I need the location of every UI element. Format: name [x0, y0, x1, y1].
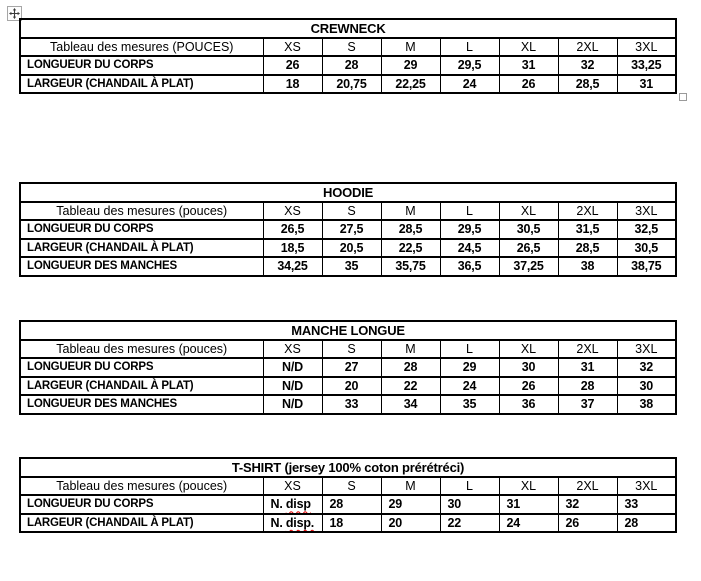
size-header-3xl[interactable]: 3XL: [617, 38, 676, 57]
row-label-cell[interactable]: LONGUEUR DU CORPS: [20, 220, 263, 239]
value-cell[interactable]: 29,5: [440, 56, 499, 75]
value-cell[interactable]: 30: [499, 358, 558, 377]
measures-label-header[interactable]: Tableau des mesures (pouces): [20, 477, 263, 496]
value-cell[interactable]: 32: [558, 495, 617, 514]
value-cell[interactable]: 18: [263, 75, 322, 94]
size-header-2xl[interactable]: 2XL: [558, 202, 617, 221]
value-cell[interactable]: 24: [499, 514, 558, 533]
size-header-xl[interactable]: XL: [499, 340, 558, 359]
value-cell[interactable]: 33,25: [617, 56, 676, 75]
table-row: [20, 395, 676, 414]
table-resize-handle[interactable]: [679, 93, 687, 101]
size-header-l[interactable]: L: [440, 202, 499, 221]
value-cell[interactable]: 20: [381, 514, 440, 533]
value-cell[interactable]: 29: [440, 358, 499, 377]
value-cell[interactable]: 31,5: [558, 220, 617, 239]
size-header-xl[interactable]: XL: [499, 38, 558, 57]
value-cell[interactable]: 22,5: [381, 239, 440, 258]
value-cell[interactable]: 28: [381, 358, 440, 377]
measures-label-header[interactable]: Tableau des mesures (POUCES): [20, 38, 263, 57]
value-cell[interactable]: 35: [440, 395, 499, 414]
size-header-s[interactable]: S: [322, 202, 381, 221]
value-cell[interactable]: 26: [499, 75, 558, 94]
value-cell[interactable]: [263, 514, 322, 533]
size-header-3xl[interactable]: 3XL: [617, 477, 676, 496]
size-header-3xl[interactable]: 3XL: [617, 202, 676, 221]
value-cell[interactable]: 37,25: [499, 257, 558, 276]
row-label-cell[interactable]: LARGEUR (CHANDAIL À PLAT): [20, 514, 263, 533]
size-header-l[interactable]: L: [440, 477, 499, 496]
value-cell[interactable]: 36,5: [440, 257, 499, 276]
value-cell[interactable]: 32,5: [617, 220, 676, 239]
value-cell[interactable]: 35: [322, 257, 381, 276]
value-cell[interactable]: 28: [322, 495, 381, 514]
value-cell[interactable]: 37: [558, 395, 617, 414]
value-cell[interactable]: 33: [322, 395, 381, 414]
value-cell[interactable]: 27,5: [322, 220, 381, 239]
value-cell[interactable]: 24: [440, 75, 499, 94]
hoodie-table: [19, 182, 677, 277]
crewneck-table: [19, 18, 677, 94]
value-cell[interactable]: 32: [558, 56, 617, 75]
value-cell[interactable]: 31: [558, 358, 617, 377]
table-row: [20, 220, 676, 239]
cell-text: N.: [270, 515, 286, 530]
size-header-xl[interactable]: XL: [499, 202, 558, 221]
value-cell[interactable]: 18,5: [263, 239, 322, 258]
row-label-cell[interactable]: LARGEUR (CHANDAIL À PLAT): [20, 377, 263, 396]
row-label-cell[interactable]: LONGUEUR DU CORPS: [20, 495, 263, 514]
value-cell[interactable]: 28,5: [558, 239, 617, 258]
table-row: [20, 514, 676, 533]
value-cell[interactable]: 20,5: [322, 239, 381, 258]
value-cell[interactable]: 26,5: [499, 239, 558, 258]
size-header-xs[interactable]: XS: [263, 202, 322, 221]
table-row: [20, 377, 676, 396]
value-cell[interactable]: 36: [499, 395, 558, 414]
size-header-xs[interactable]: XS: [263, 477, 322, 496]
value-cell[interactable]: 30,5: [499, 220, 558, 239]
value-cell[interactable]: 30: [617, 377, 676, 396]
size-header-m[interactable]: M: [381, 340, 440, 359]
value-cell[interactable]: 31: [617, 75, 676, 94]
value-cell[interactable]: 20: [322, 377, 381, 396]
table-title-cell[interactable]: MANCHE LONGUE: [20, 321, 676, 340]
table-row: [20, 495, 676, 514]
value-cell[interactable]: 24: [440, 377, 499, 396]
value-cell[interactable]: 22: [440, 514, 499, 533]
cell-text: N.: [270, 497, 286, 512]
size-header-xs[interactable]: XS: [263, 340, 322, 359]
table-row: [20, 257, 676, 276]
value-cell[interactable]: 31: [499, 495, 558, 514]
value-cell[interactable]: 34: [381, 395, 440, 414]
value-cell[interactable]: 22: [381, 377, 440, 396]
value-cell[interactable]: 38,75: [617, 257, 676, 276]
row-label-cell[interactable]: LONGUEUR DES MANCHES: [20, 395, 263, 414]
value-cell[interactable]: 30: [440, 495, 499, 514]
table-row: [20, 358, 676, 377]
row-label-cell[interactable]: LONGUEUR DES MANCHES: [20, 257, 263, 276]
size-header-m[interactable]: M: [381, 202, 440, 221]
manche-longue-table: [19, 320, 677, 415]
tshirt-table: [19, 457, 677, 533]
table-row: [20, 56, 676, 75]
value-cell[interactable]: 38: [617, 395, 676, 414]
value-cell[interactable]: 28: [617, 514, 676, 533]
value-cell[interactable]: 27: [322, 358, 381, 377]
value-cell[interactable]: 29,5: [440, 220, 499, 239]
value-cell[interactable]: 31: [499, 56, 558, 75]
value-cell[interactable]: [263, 495, 322, 514]
size-header-2xl[interactable]: 2XL: [558, 38, 617, 57]
row-label-cell[interactable]: LARGEUR (CHANDAIL À PLAT): [20, 239, 263, 258]
row-label-cell[interactable]: LONGUEUR DU CORPS: [20, 56, 263, 75]
table-title-cell[interactable]: T-SHIRT (jersey 100% coton prérétréci): [20, 458, 676, 477]
size-header-l[interactable]: L: [440, 340, 499, 359]
table-title-cell[interactable]: HOODIE: [20, 183, 676, 202]
value-cell[interactable]: 22,25: [381, 75, 440, 94]
value-cell[interactable]: N/D: [263, 377, 322, 396]
size-header-s[interactable]: S: [322, 340, 381, 359]
value-cell[interactable]: 35,75: [381, 257, 440, 276]
row-label-cell[interactable]: LARGEUR (CHANDAIL À PLAT): [20, 75, 263, 94]
value-cell[interactable]: 28: [558, 377, 617, 396]
measures-label-header[interactable]: Tableau des mesures (pouces): [20, 202, 263, 221]
value-cell[interactable]: 30,5: [617, 239, 676, 258]
value-cell[interactable]: 34,25: [263, 257, 322, 276]
measures-label-header[interactable]: Tableau des mesures (pouces): [20, 340, 263, 359]
size-header-m[interactable]: M: [381, 38, 440, 57]
value-cell[interactable]: 20,75: [322, 75, 381, 94]
size-header-xs[interactable]: XS: [263, 38, 322, 57]
size-header-2xl[interactable]: 2XL: [558, 340, 617, 359]
size-header-s[interactable]: S: [322, 38, 381, 57]
value-cell[interactable]: 38: [558, 257, 617, 276]
table-title-cell[interactable]: CREWNECK: [20, 19, 676, 38]
size-header-l[interactable]: L: [440, 38, 499, 57]
size-header-m[interactable]: M: [381, 477, 440, 496]
value-cell[interactable]: 26: [558, 514, 617, 533]
row-label-cell[interactable]: LONGUEUR DU CORPS: [20, 358, 263, 377]
value-cell[interactable]: 24,5: [440, 239, 499, 258]
size-header-2xl[interactable]: 2XL: [558, 477, 617, 496]
value-cell[interactable]: 28: [322, 56, 381, 75]
size-header-s[interactable]: S: [322, 477, 381, 496]
value-cell[interactable]: 26: [499, 377, 558, 396]
value-cell[interactable]: 29: [381, 56, 440, 75]
value-cell[interactable]: 26,5: [263, 220, 322, 239]
value-cell[interactable]: 18: [322, 514, 381, 533]
value-cell[interactable]: 29: [381, 495, 440, 514]
value-cell[interactable]: 26: [263, 56, 322, 75]
table-row: [20, 239, 676, 258]
value-cell[interactable]: 28,5: [558, 75, 617, 94]
value-cell[interactable]: N/D: [263, 358, 322, 377]
value-cell[interactable]: 28,5: [381, 220, 440, 239]
value-cell[interactable]: 33: [617, 495, 676, 514]
value-cell[interactable]: 32: [617, 358, 676, 377]
size-header-3xl[interactable]: 3XL: [617, 340, 676, 359]
size-header-xl[interactable]: XL: [499, 477, 558, 496]
value-cell[interactable]: N/D: [263, 395, 322, 414]
misspelled-word: disp.: [285, 515, 315, 530]
table-row: [20, 75, 676, 94]
misspelled-word: disp: [285, 497, 311, 512]
